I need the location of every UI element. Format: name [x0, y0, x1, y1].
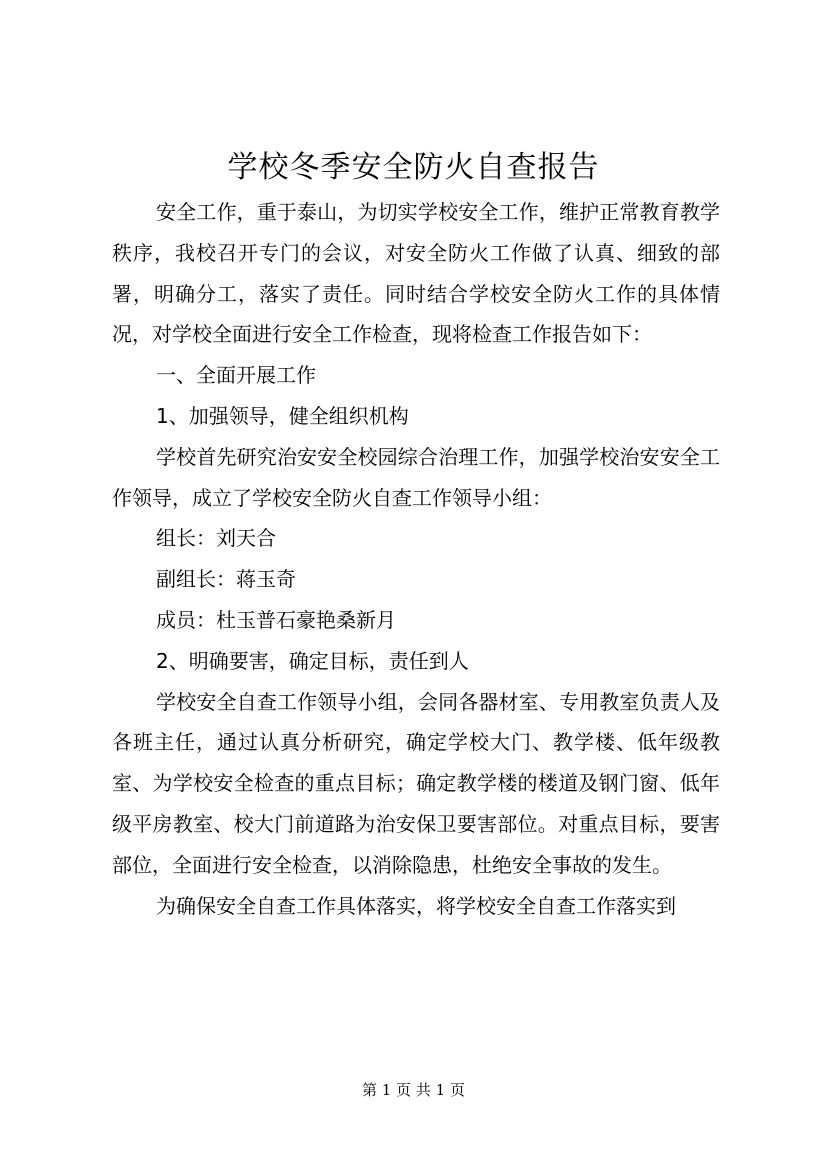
subsection-heading: 2、明确要害，确定目标，责任到人 — [156, 648, 469, 673]
subsection-heading: 1、加强领导，健全组织机构 — [156, 403, 409, 428]
team-members: 成员：杜玉普石豪艳桑新月 — [156, 607, 396, 632]
document-body — [112, 192, 720, 926]
paragraph: 为确保安全自查工作具体落实，将学校安全自查工作落实到 — [156, 893, 676, 918]
document-title: 学校冬季安全防火自查报告 — [227, 150, 600, 185]
team-deputy-leader: 副组长：蒋玉奇 — [156, 567, 296, 592]
page-footer: 第 1 页 共 1 页 — [362, 1081, 465, 1099]
paragraph: 学校首先研究治安安全校园综合治理工作，加强学校治安安全工作领导，成立了学校安全防火自查工作领导小组： — [112, 444, 720, 510]
team-leader: 组长：刘天合 — [156, 526, 276, 551]
paragraph: 学校安全自查工作领导小组，会同各器材室、专用教室负责人及各班主任，通过认真分析研究，确定学校大门、教学楼、低年级教室、为学校安全检查的重点目标；确定教学楼的楼道及钢门窗、低年级平房教室、校大门前道路为治安保卫要害部位。对重点目标，要害部位，全面进行安全检查，以消除隐患，杜绝安全事故的发生。 — [112, 689, 720, 877]
paragraph: 安全工作，重于泰山，为切实学校安全工作，维护正常教育教学秩序，我校召开专门的会议，对安全防火工作做了认真、细致的部署，明确分工，落实了责任。同时结合学校安全防火工作的具体情况，对学校全面进行安全工作检查，现将检查工作报告如下： — [112, 200, 720, 347]
section-heading: 一、全面开展工作 — [156, 363, 316, 388]
